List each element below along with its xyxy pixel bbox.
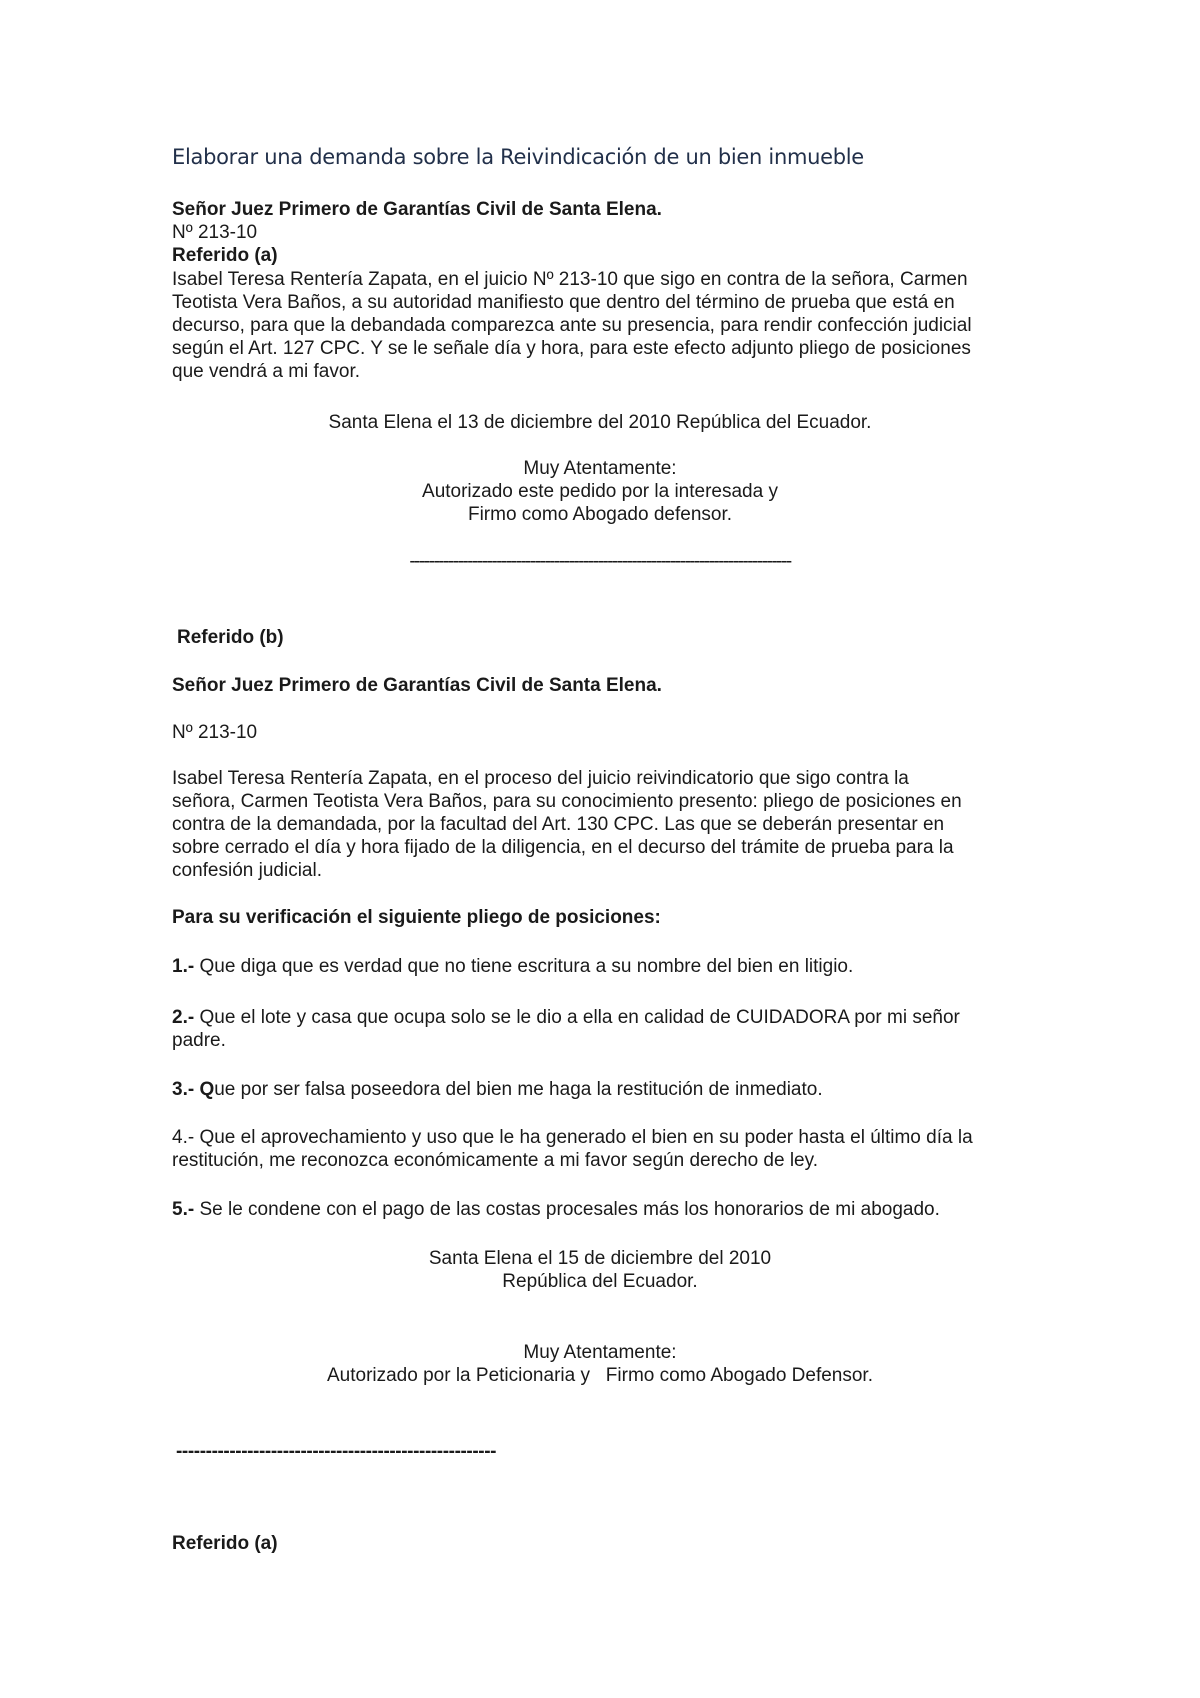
- authorization-b: Autorizado por la Peticionaria y Firmo como Abogado Defensor.: [326, 1365, 873, 1386]
- body-line: que vendrá a mi favor.: [172, 361, 360, 382]
- position-item-5: [172, 1198, 940, 1221]
- body-line: Isabel Teresa Rentería Zapata, en el juicio Nº 213-10 que sigo en contra de la señora, Carmen: [172, 269, 968, 290]
- positions-heading: Para su verificación el siguiente pliego de posiciones:: [172, 907, 661, 928]
- signature-line-b: ------------------------------------------------------: [176, 1441, 497, 1462]
- position-item-4-cont: restitución, me reconozca económicamente a mi favor según derecho de ley.: [172, 1150, 818, 1171]
- body-line: según el Art. 127 CPC. Y se le señale día y hora, para este efecto adjunto pliego de posiciones: [172, 338, 971, 359]
- heading-referido-a: Referido (a): [172, 245, 278, 266]
- addressee-b: Señor Juez Primero de Garantías Civil de Santa Elena.: [172, 675, 662, 696]
- closing-b: Muy Atentamente:: [523, 1342, 677, 1363]
- case-number-a: Nº 213-10: [172, 222, 258, 243]
- body-line: contra de la demandada, por la facultad del Art. 130 CPC. Las que se deberán presentar en: [172, 814, 945, 835]
- position-item-1: [172, 955, 853, 978]
- body-line: confesión judicial.: [172, 860, 322, 881]
- closing-a: Muy Atentamente:: [523, 458, 677, 479]
- position-text: Que el lote y casa que ocupa solo se le dio a ella en calidad de CUIDADORA por mi señor: [199, 1007, 960, 1028]
- authorization-a-line-2: Firmo como Abogado defensor.: [467, 504, 733, 525]
- body-line: sobre cerrado el día y hora fijado de la diligencia, en el decurso del trámite de prueba para la: [172, 837, 954, 858]
- case-number-b: Nº 213-10: [172, 722, 258, 743]
- body-line: Teotista Vera Baños, a su autoridad manifiesto que dentro del término de prueba que está en: [172, 292, 955, 313]
- body-line: Isabel Teresa Rentería Zapata, en el proceso del juicio reivindicatorio que sigo contra la: [172, 768, 909, 789]
- position-text: Se le condene con el pago de las costas procesales más los honorarios de mi abogado.: [199, 1199, 940, 1220]
- position-item-4: 4.- Que el aprovechamiento y uso que le ha generado el bien en su poder hasta el último día la: [172, 1127, 973, 1148]
- position-number: 2.-: [172, 1007, 195, 1028]
- place-date-a: Santa Elena el 13 de diciembre del 2010 República del Ecuador.: [328, 412, 872, 433]
- position-item-2-cont: padre.: [172, 1030, 226, 1051]
- heading-referido-b: Referido (b): [177, 627, 284, 648]
- authorization-a-line-1: Autorizado este pedido por la interesada y: [422, 481, 778, 502]
- position-item-3: [172, 1078, 823, 1101]
- document-title: Elaborar una demanda sobre la Reivindicación de un bien inmueble: [172, 145, 864, 169]
- position-item-2: [172, 1006, 960, 1029]
- addressee-a: Señor Juez Primero de Garantías Civil de Santa Elena.: [172, 199, 662, 220]
- body-line: decurso, para que la debandada comparezca ante su presencia, para rendir confección judicial: [172, 315, 972, 336]
- position-number: 5.-: [172, 1199, 195, 1220]
- place-date-b-line-1: Santa Elena el 15 de diciembre del 2010: [428, 1248, 772, 1269]
- position-text: Que diga que es verdad que no tiene escritura a su nombre del bien en litigio.: [199, 956, 854, 977]
- position-number: 1.-: [172, 956, 195, 977]
- place-date-b-line-2: República del Ecuador.: [502, 1271, 698, 1292]
- body-line: señora, Carmen Teotista Vera Baños, para su conocimiento presento: pliego de posiciones en: [172, 791, 962, 812]
- position-text: ue por ser falsa poseedora del bien me haga la restitución de inmediato.: [214, 1079, 823, 1100]
- signature-line-a: -------------------------------------------------------------------------------: [409, 551, 791, 572]
- heading-referido-c: Referido (a): [172, 1533, 278, 1554]
- position-number: 3.- Q: [172, 1079, 215, 1100]
